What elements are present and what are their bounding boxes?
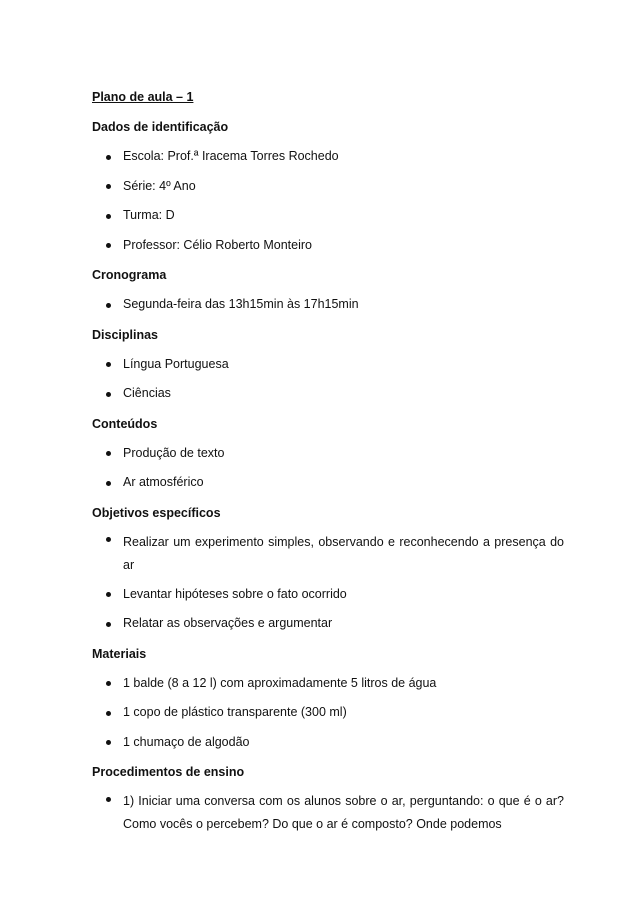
bullet-icon	[106, 622, 111, 627]
identificacao-list	[92, 142, 564, 260]
section-heading-disciplinas: Disciplinas	[92, 327, 158, 342]
objetivos-list	[92, 528, 564, 639]
document-page	[92, 82, 564, 839]
list-item: Levantar hipóteses sobre o fato ocorrido	[92, 580, 564, 610]
bullet-icon	[106, 592, 111, 597]
bullet-icon	[106, 681, 111, 686]
list-item: Produção de texto	[92, 439, 564, 469]
page-title: Plano de aula – 1	[92, 90, 194, 104]
bullet-icon	[106, 303, 111, 308]
bullet-icon	[106, 243, 111, 248]
bullet-icon	[106, 392, 111, 397]
list-item: 1 balde (8 a 12 l) com aproximadamente 5 litros de água	[92, 669, 564, 699]
list-item: Professor: Célio Roberto Monteiro	[92, 231, 564, 261]
cronograma-list	[92, 290, 564, 320]
bullet-icon	[106, 711, 111, 716]
list-item: Ar atmosférico	[92, 468, 564, 498]
section-heading-materiais: Materiais	[92, 646, 147, 661]
bullet-icon	[106, 214, 111, 219]
disciplinas-list	[92, 350, 564, 409]
materiais-list	[92, 669, 564, 758]
list-item: 1 copo de plástico transparente (300 ml)	[92, 698, 564, 728]
list-item: Relatar as observações e argumentar	[92, 609, 564, 639]
bullet-icon	[106, 184, 111, 189]
procedimentos-list	[92, 787, 564, 839]
list-item: 1 chumaço de algodão	[92, 728, 564, 758]
list-item: Segunda-feira das 13h15min às 17h15min	[92, 290, 564, 320]
list-item: Realizar um experimento simples, observando e reconhecendo a presença do ar	[92, 528, 564, 580]
list-item: Ciências	[92, 379, 564, 409]
section-heading-procedimentos: Procedimentos de ensino	[92, 765, 245, 779]
bullet-icon	[106, 537, 111, 542]
conteudos-list	[92, 439, 564, 498]
bullet-icon	[106, 481, 111, 486]
bullet-icon	[106, 451, 111, 456]
list-item: Língua Portuguesa	[92, 350, 564, 380]
section-heading-identificacao: Dados de identificação	[92, 120, 229, 134]
bullet-icon	[106, 155, 111, 160]
section-heading-conteudos: Conteúdos	[92, 416, 158, 431]
bullet-icon	[106, 740, 111, 745]
bullet-icon	[106, 797, 111, 802]
list-item: Turma: D	[92, 201, 564, 231]
section-heading-cronograma: Cronograma	[92, 268, 167, 282]
list-item: Série: 4º Ano	[92, 172, 564, 202]
section-heading-objetivos: Objetivos específicos	[92, 505, 221, 520]
list-item: 1) Iniciar uma conversa com os alunos sobre o ar, perguntando: o que é o ar? Como vocês o percebem? Do que o ar é composto? Onde podemos	[92, 787, 564, 839]
bullet-icon	[106, 362, 111, 367]
list-item: Escola: Prof.ª Iracema Torres Rochedo	[92, 142, 564, 172]
